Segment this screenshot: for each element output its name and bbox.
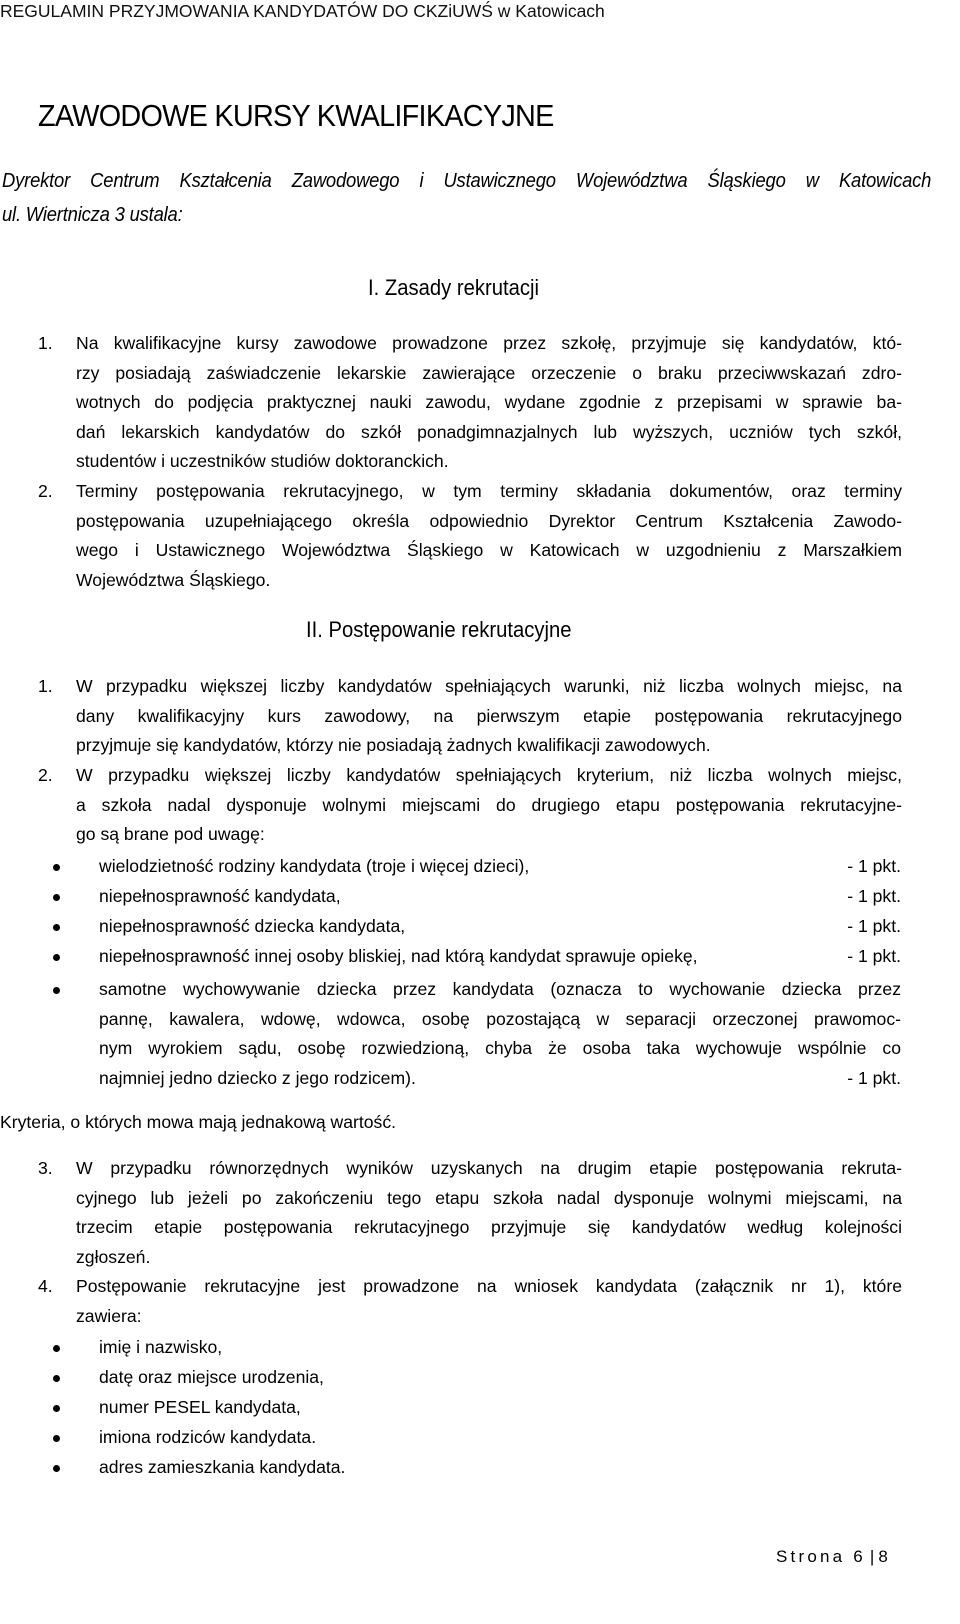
application-field-text: datę oraz miejsce urodzenia, bbox=[99, 1367, 324, 1387]
criterion-text: niepełnosprawność kandydata, bbox=[99, 886, 341, 906]
criterion-points: - 1 pkt. bbox=[847, 856, 901, 876]
criterion-points: - 1 pkt. bbox=[847, 946, 901, 966]
item-number: 4. bbox=[38, 1276, 53, 1296]
section-1-item-2 bbox=[38, 477, 902, 595]
footer-label: Strona bbox=[776, 1547, 846, 1566]
item-line: Terminy postępowania rekrutacyjnego, w tym terminy składania dokumentów, oraz terminy bbox=[76, 481, 902, 501]
application-field-text: adres zamieszkania kandydata. bbox=[99, 1457, 346, 1477]
criterion-item bbox=[99, 882, 901, 912]
criterion-text: wielodzietność rodziny kandydata (troje i więcej dzieci), bbox=[99, 856, 530, 876]
application-field-text: imię i nazwisko, bbox=[99, 1337, 223, 1357]
item-number: 1. bbox=[38, 333, 53, 353]
section-2-item-4 bbox=[38, 1272, 902, 1331]
running-header: REGULAMIN PRZYJMOWANIA KANDYDATÓW DO CKZiUWŚ w Katowicach bbox=[0, 1, 605, 21]
section-2-item-1 bbox=[38, 672, 902, 761]
intro-line-2: ul. Wiertnicza 3 ustala: bbox=[2, 204, 183, 226]
bullet-dot bbox=[53, 1435, 60, 1442]
criterion-text: niepełnosprawność dziecka kandydata, bbox=[99, 916, 406, 936]
item-line: wego i Ustawicznego Województwa Śląskiego w Katowicach w uzgodnieniu z Marszałkiem bbox=[76, 540, 902, 560]
section-1-heading: I. Zasady rekrutacji bbox=[368, 275, 539, 300]
criterion-item bbox=[99, 852, 901, 882]
section-2-item-3 bbox=[38, 1154, 902, 1272]
item-line: dań lekarskich kandydatów do szkół ponadgimnazjalnych lub wyższych, uczniów tych szkół, bbox=[76, 421, 902, 442]
item-line: postępowania uzupełniającego określa odpowiednio Dyrektor Centrum Kształcenia Zawodo- bbox=[76, 510, 902, 531]
intro-line-1: Dyrektor Centrum Kształcenia Zawodowego i Ustawicznego Województwa Śląskiego w Katowicach bbox=[2, 170, 932, 192]
item-line: W przypadku większej liczby kandydatów spełniających warunki, niż liczba wolnych miejsc, na bbox=[76, 676, 902, 696]
item-line: przyjmuje się kandydatów, którzy nie posiadają żadnych kwalifikacji zawodowych. bbox=[76, 735, 711, 755]
item-line: Na kwalifikacyjne kursy zawodowe prowadzone przez szkołę, przyjmuje się kandydatów, któ- bbox=[76, 333, 902, 353]
item-line: dany kwalifikacyjny kurs zawodowy, na pierwszym etapie postępowania rekrutacyjnego bbox=[76, 705, 902, 726]
bullet-dot bbox=[53, 987, 60, 994]
intro-paragraph bbox=[2, 164, 931, 232]
bullet-dot bbox=[53, 1375, 60, 1382]
application-field-item bbox=[99, 1453, 901, 1483]
item-line: W przypadku większej liczby kandydatów spełniających kryterium, niż liczba wolnych miejsc, bbox=[76, 765, 902, 785]
page-footer bbox=[776, 1547, 891, 1567]
item-line: Postępowanie rekrutacyjne jest prowadzone na wniosek kandydata (załącznik nr 1), które bbox=[76, 1276, 902, 1296]
footer-separator: | bbox=[869, 1547, 875, 1566]
criterion-line: pannę, kawalera, wdowę, wdowca, osobę pozostającą w separacji orzeczonej prawomoc- bbox=[99, 1008, 901, 1029]
application-field-text: numer PESEL kandydata, bbox=[99, 1397, 301, 1417]
item-line: rzy posiadają zaświadczenie lekarskie zawierające orzeczenie o braku przeciwwskazań zdro- bbox=[76, 362, 902, 383]
bullet-dot bbox=[53, 1345, 60, 1352]
bullet-dot bbox=[53, 954, 60, 961]
section-2-heading: II. Postępowanie rekrutacyjne bbox=[306, 617, 572, 642]
item-line: zawiera: bbox=[76, 1305, 142, 1326]
criterion-item bbox=[99, 912, 901, 942]
item-line: studentów i uczestników studiów doktoranckich. bbox=[76, 451, 449, 471]
item-line: zgłoszeń. bbox=[76, 1246, 151, 1267]
application-field-item bbox=[99, 1423, 901, 1453]
criterion-points: - 1 pkt. bbox=[847, 916, 901, 936]
criterion-item bbox=[99, 942, 901, 972]
item-line: wotnych do podjęcia praktycznej nauki zawodu, wydane zgodnie z przepisami w sprawie ba- bbox=[76, 392, 902, 412]
item-number: 3. bbox=[38, 1158, 53, 1178]
item-line: a szkoła nadal dysponuje wolnymi miejscami do drugiego etapu postępowania rekrutacyjne- bbox=[76, 794, 902, 815]
application-field-item bbox=[99, 1363, 901, 1393]
criterion-line: samotne wychowywanie dziecka przez kandydata (oznacza to wychowanie dziecka przez bbox=[99, 979, 901, 999]
criterion-line: nym wyrokiem sądu, osobę rozwiedzioną, chyba że osoba taka wychowuje wspólnie co bbox=[99, 1038, 901, 1058]
application-field-item bbox=[99, 1333, 901, 1363]
criterion-line: najmniej jedno dziecko z jego rodzicem). bbox=[99, 1067, 416, 1088]
bullet-dot bbox=[53, 1465, 60, 1472]
criterion-text: niepełnosprawność innej osoby bliskiej, nad którą kandydat sprawuje opiekę, bbox=[99, 946, 698, 966]
footer-page-number: 6 bbox=[853, 1547, 866, 1566]
application-field-text: imiona rodziców kandydata. bbox=[99, 1427, 317, 1447]
footer-total-pages: 8 bbox=[878, 1547, 891, 1566]
criterion-last-line-wrap bbox=[99, 1064, 901, 1094]
page-title: ZAWODOWE KURSY KWALIFIKACYJNE bbox=[38, 98, 554, 133]
item-number: 2. bbox=[38, 765, 53, 785]
item-number: 1. bbox=[38, 676, 53, 696]
item-number: 2. bbox=[38, 481, 53, 501]
section-2-item-2 bbox=[38, 761, 902, 850]
bullet-dot bbox=[53, 894, 60, 901]
application-field-item bbox=[99, 1393, 901, 1423]
item-line: trzecim etapie postępowania rekrutacyjnego przyjmuje się kandydatów według kolejności bbox=[76, 1217, 902, 1237]
section-1-item-1 bbox=[38, 329, 902, 477]
criterion-item-last bbox=[99, 975, 901, 1093]
item-line: Województwa Śląskiego. bbox=[76, 569, 271, 590]
item-line: go są brane pod uwagę: bbox=[76, 824, 265, 844]
item-line: W przypadku równorzędnych wyników uzyskanych na drugim etapie postępowania rekruta- bbox=[76, 1158, 902, 1178]
criterion-points: - 1 pkt. bbox=[847, 1067, 901, 1088]
bullet-dot bbox=[53, 864, 60, 871]
bullet-dot bbox=[53, 1405, 60, 1412]
criterion-points: - 1 pkt. bbox=[847, 886, 901, 906]
bullet-dot bbox=[53, 924, 60, 931]
item-line: cyjnego lub jeżeli po zakończeniu tego etapu szkoła nadal dysponuje wolnymi miejscami, na bbox=[76, 1187, 902, 1208]
criteria-note: Kryteria, o których mowa mają jednakową wartość. bbox=[0, 1112, 397, 1132]
